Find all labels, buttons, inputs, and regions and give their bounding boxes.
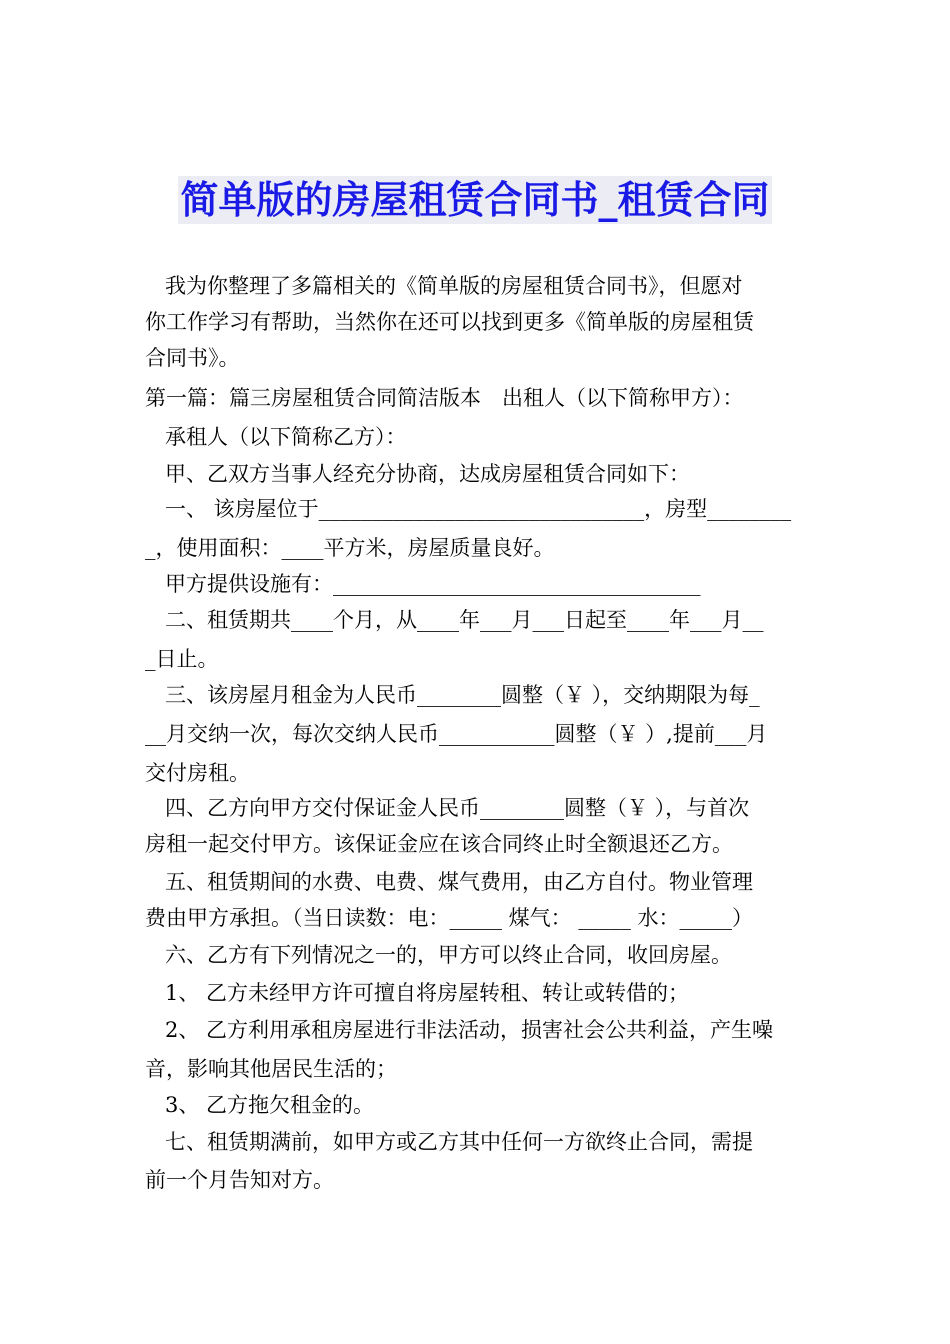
clause-line: 五、租赁期间的水费、电费、煤气费用，由乙方自付。物业管理 — [165, 870, 753, 894]
clause-line: 前一个月告知对方。 — [145, 1168, 334, 1192]
clause-line: 三、该房屋月租金为人民币________圆整（￥ ），交纳期限为每_ — [165, 683, 760, 707]
list-item: 2、 乙方利用承租房屋进行非法活动，损害社会公共利益，产生噪 — [165, 1018, 774, 1042]
title-container — [0, 176, 950, 224]
paragraph-line: 第一篇：篇三房屋租赁合同简洁版本 出租人（以下简称甲方）： — [145, 386, 744, 410]
clause-line: 二、租赁期共____个月，从____年___月___日起至____年___月__ — [165, 608, 764, 632]
clause-line: 六、乙方有下列情况之一的，甲方可以终止合同，收回房屋。 — [165, 943, 732, 967]
list-item: 音，影响其他居民生活的； — [145, 1057, 397, 1081]
list-item: 1、 乙方未经甲方许可擅自将房屋转租、转让或转借的； — [165, 981, 690, 1005]
clause-line: _日止。 — [145, 647, 219, 671]
clause-line: 房租一起交付甲方。该保证金应在该合同终止时全额退还乙方。 — [145, 832, 733, 856]
paragraph-line: 承租人（以下简称乙方）： — [165, 425, 407, 449]
clause-line: 四、乙方向甲方交付保证金人民币________圆整（￥ ），与首次 — [165, 796, 750, 820]
paragraph-line: 我为你整理了多篇相关的《简单版的房屋租赁合同书》，但愿对 — [165, 274, 743, 298]
clause-line: 七、租赁期满前，如甲方或乙方其中任何一方欲终止合同，需提 — [165, 1130, 753, 1154]
paragraph-line: 你工作学习有帮助，当然你在还可以找到更多《简单版的房屋租赁 — [145, 310, 754, 334]
clause-line: 交付房租。 — [145, 761, 250, 785]
clause-line: _，使用面积：____平方米，房屋质量良好。 — [145, 536, 555, 560]
clause-line: __月交纳一次，每次交纳人民币___________圆整（￥ ）,提前___月 — [145, 722, 768, 746]
list-item: 3、 乙方拖欠租金的。 — [165, 1093, 375, 1117]
paragraph-line: 合同书》。 — [145, 346, 240, 370]
clause-line: 一、 该房屋位于_______________________________，房型________ — [165, 497, 792, 521]
paragraph-line: 甲、乙双方当事人经充分协商，达成房屋租赁合同如下： — [165, 462, 690, 486]
clause-line: 甲方提供设施有：___________________________________ — [165, 572, 701, 596]
document-title: 简单版的房屋租赁合同书_租赁合同 — [180, 178, 770, 222]
clause-line: 费由甲方承担。（当日读数：电：_____ 煤气： _____ 水：_____） — [145, 906, 754, 930]
